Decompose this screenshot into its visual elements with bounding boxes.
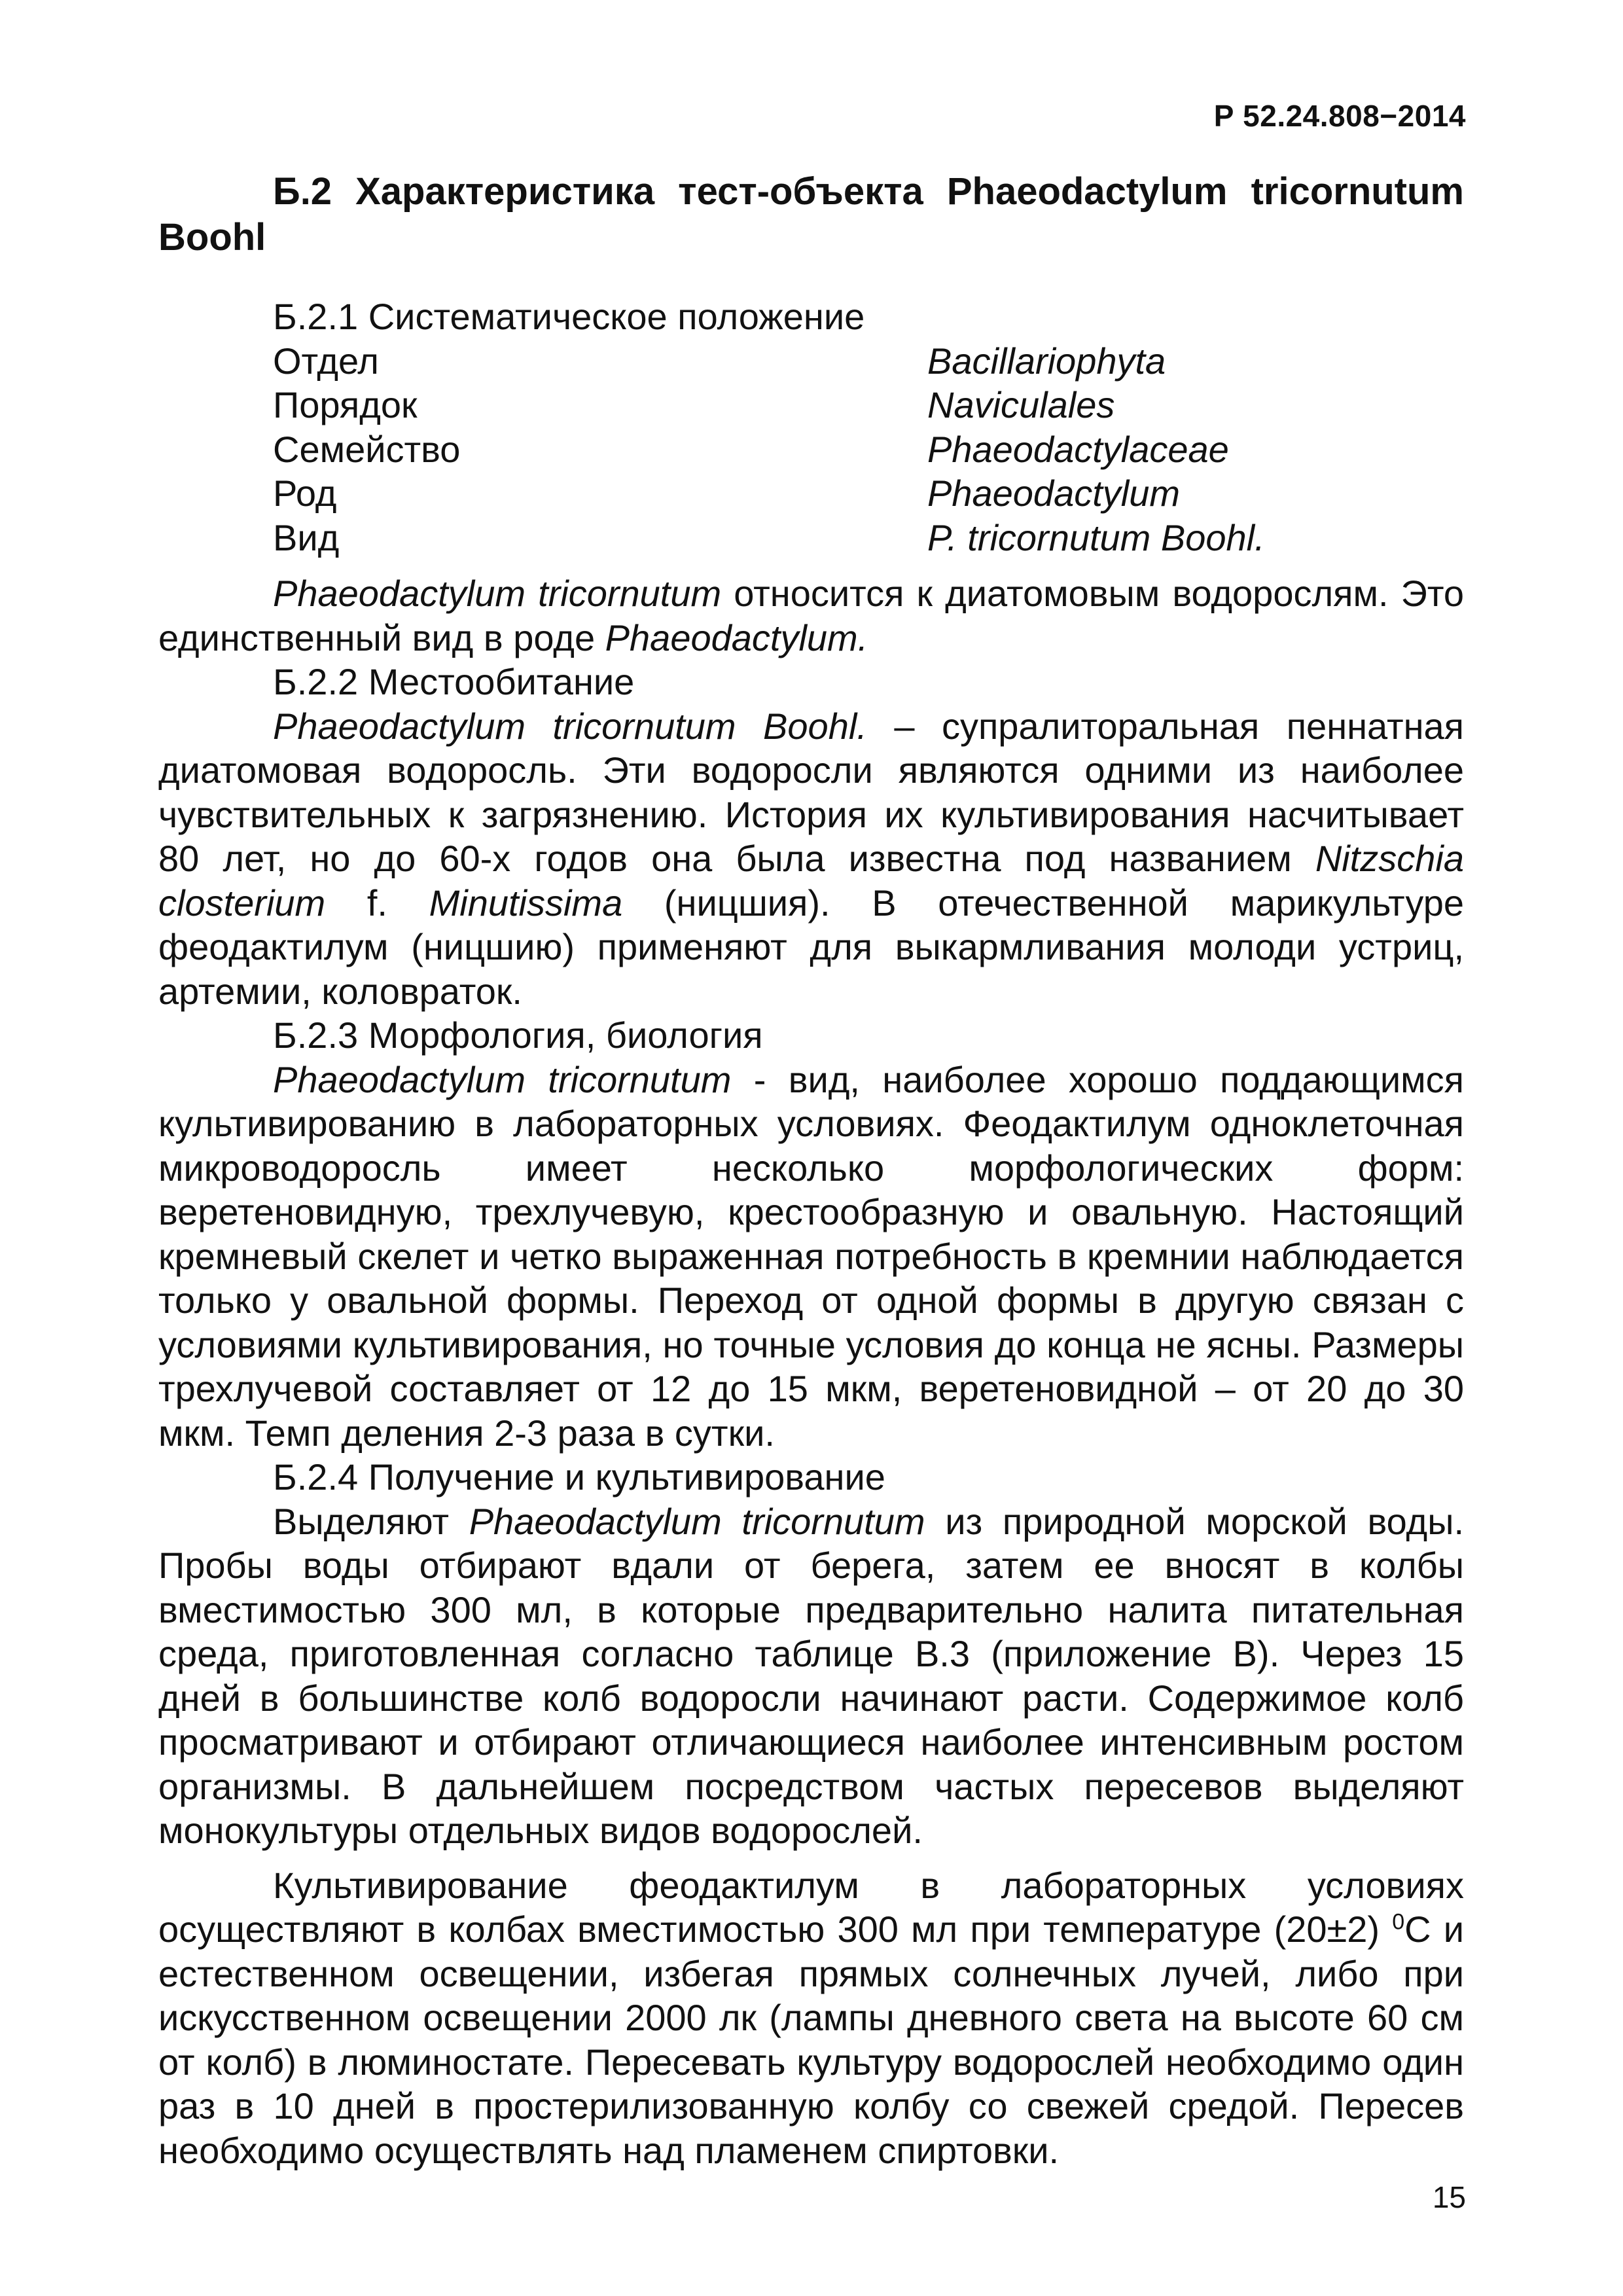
table-row: [273, 383, 1265, 427]
genus-name: Phaeodactylum.: [605, 617, 868, 658]
paragraph-text: Выделяют: [273, 1500, 469, 1542]
paragraph-diatom-intro: [158, 571, 1464, 660]
paragraph-text: Культивирование феодактилум в лабораторных условиях осуществляют в колбах вместимостью 300 мл при температуре (20±2): [158, 1864, 1464, 1950]
species-name: Phaeodactylum tricornutum: [469, 1500, 925, 1542]
taxon-name: P. tricornutum Boohl.: [927, 516, 1265, 558]
paragraph-text: f.: [325, 882, 429, 924]
paragraph-isolation: [158, 1499, 1464, 1853]
paragraph-text: С и естественном освещении, избегая прямых солнечных лучей, либо при искусственном освещении 2000 лк (лампы дневного света на высоте 60 см от колб) в люминостате. Пересевать культуру водорослей необходимо один раз в 10 дней в простерилизованную колбу со свежей средой. Пересев необходимо осуществлять над пламенем спиртовки.: [158, 1909, 1465, 2171]
taxonomy-table: [273, 339, 1265, 560]
species-name: Nitzschia closterium: [158, 838, 1464, 924]
section-heading: Б.2 Характеристика тест-объекта Phaeodactylum tricornutum Boohl: [158, 170, 1464, 259]
species-name: Phaeodactylum tricornutum: [273, 1058, 732, 1100]
subsection-title-morphology: Б.2.3 Морфология, биология: [273, 1014, 763, 1056]
paragraph-habitat: [158, 704, 1464, 1014]
paragraph-text: относится к диатомовым водорослям. Это единственный вид в роде: [158, 573, 1464, 658]
page-number: 15: [1432, 2180, 1466, 2214]
subsection-title-systematics: Б.2.1 Систематическое положение: [273, 296, 865, 337]
taxon-name: Naviculales: [927, 384, 1115, 425]
document-number: Р 52.24.808−2014: [1213, 99, 1466, 133]
table-row: [273, 471, 1265, 516]
taxon-rank: Отдел: [273, 340, 379, 382]
species-name: Phaeodactylum tricornutum Boohl.: [273, 705, 867, 747]
paragraph-text: из природной морской воды. Пробы воды отбирают вдали от берега, затем ее вносят в колбы вместимостью 300 мл, в которые предварительно налита питательная среда, приготовленная согласно таблице В.3 (приложение В). Через 15 дней в большинстве колб водоросли начинают расти. Содержимое колб просматривают и отбирают отличающиеся наиболее интенсивным ростом организмы. В дальнейшем посредством частых пересевов выделяют монокультуры отдельных видов водорослей.: [158, 1500, 1465, 1851]
paragraph-text: – супралиторальная пеннатная диатомовая водоросль. Эти водоросли являются одними из наиболее чувствительных к загрязнению. История их культивирования насчитывает 80 лет, но до 60-х годов она была известна под названием: [158, 705, 1465, 879]
taxon-name: Phaeodactylaceae: [927, 428, 1229, 470]
paragraph-text: (ницшия). В отечественной марикультуре феодактилум (ницшию) применяют для выкармливания молоди устриц, артемии, коловраток.: [158, 882, 1464, 1012]
taxon-rank: Порядок: [273, 384, 418, 425]
paragraph-text: - вид, наиболее хорошо поддающимся культивированию в лабораторных условиях. Феодактилум одноклеточная микроводоросль имеет несколько морфологических форм: веретеновидную, трехлучевую, крестообразную и овальную. Настоящий кремневый скелет и четко выраженная потребность в кремнии наблюдается только у овальной формы. Переход от одной формы в другую связан с условиями культивирования, но точные условия до конца не ясны. Размеры трехлучевой составляет от 12 до 15 мкм, веретеновидной – от 20 до 30 мкм. Темп деления 2-3 раза в сутки.: [158, 1058, 1464, 1454]
table-row: [273, 339, 1265, 384]
page-content: [158, 169, 1464, 2172]
subsection-title-habitat: Б.2.2 Местообитание: [273, 661, 635, 702]
species-name: Minutissima: [429, 882, 623, 924]
taxon-rank: Род: [273, 473, 337, 514]
taxon-rank: Семейство: [273, 428, 461, 470]
taxon-name: Bacillariophyta: [927, 340, 1166, 382]
species-name: Phaeodactylum tricornutum: [273, 573, 722, 614]
taxon-rank: Вид: [273, 516, 340, 558]
paragraph-cultivation: [158, 1863, 1464, 2173]
table-row: [273, 427, 1265, 472]
table-row: [273, 516, 1265, 560]
subsection-title-cultivation: Б.2.4 Получение и культивирование: [273, 1456, 885, 1498]
degree-superscript: 0: [1392, 1909, 1405, 1935]
paragraph-morphology: [158, 1058, 1464, 1456]
taxon-name: Phaeodactylum: [927, 473, 1181, 514]
